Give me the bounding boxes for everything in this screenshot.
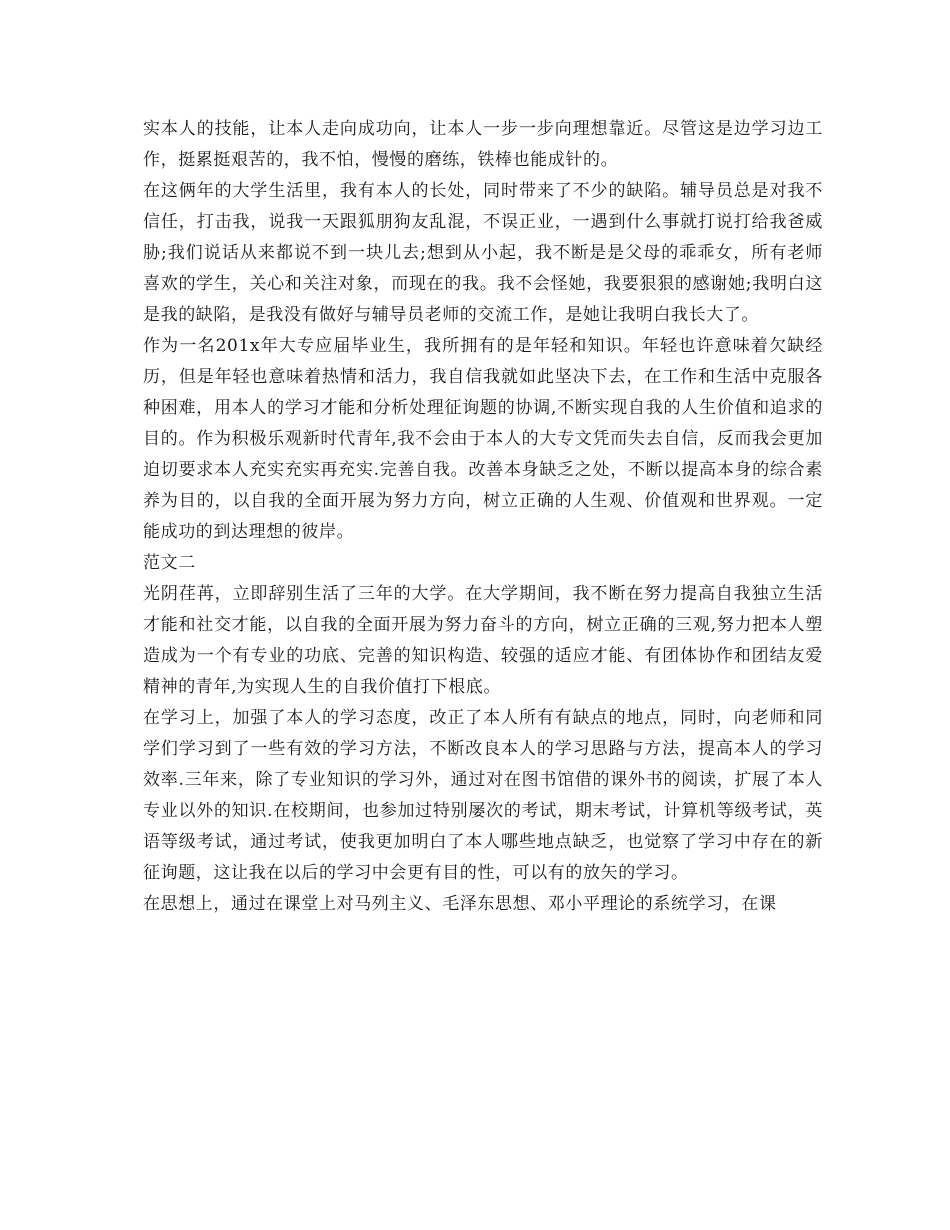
- paragraph-6: 在思想上，通过在课堂上对马列主义、毛泽东思想、邓小平理论的系统学习，在课: [143, 894, 777, 914]
- paragraph-5: 在学习上，加强了本人的学习态度，改正了本人所有有缺点的地点，同时，向老师和同学们学习到了一些有效的学习方法，不断改良本人的学习思路与方法，提高本人的学习效率.三年来，除了专业知识的学习外，通过对在图书馆借的课外书的阅读，扩展了本人专业以外的知识.在校期间，也参加过特别屡次的考试，期末考试，计算机等级考试，英语等级考试，通过考试，使我更加明白了本人哪些地点缺乏，也觉察了学习中存在的新征询题，这让我在以后的学习中会更有目的性，可以有的放矢的学习。: [143, 708, 823, 883]
- paragraph-1: 实本人的技能，让本人走向成功向，让本人一步一步向理想靠近。尽管这是边学习边工作，挺累挺艰苦的，我不怕，慢慢的磨练，铁棒也能成针的。: [143, 119, 823, 170]
- paragraph-3: 作为一名201x年大专应届毕业生，我所拥有的是年轻和知识。年轻也许意味着欠缺经历，但是年轻也意味着热情和活力，我自信我就如此坚决下去，在工作和生活中克服各种困难，用本人的学习才能和分析处理征询题的协调,不断实现自我的人生价值和追求的目的。作为积极乐观新时代青年,我不会由于本人的大专文凭而失去自信，反而我会更加迫切要求本人充实充实再充实.完善自我。改善本身缺乏之处，不断以提高本身的综合素养为目的，以自我的全面开展为努力方向，树立正确的人生观、价值观和世界观。一定能成功的到达理想的彼岸。: [143, 336, 823, 542]
- paragraph-4: 光阴荏苒，立即辞别生活了三年的大学。在大学期间，我不断在努力提高自我独立生活才能和社交才能，以自我的全面开展为努力奋斗的方向，树立正确的三观,努力把本人塑造成为一个有专业的功底、完善的知识构造、较强的适应才能、有团体协作和团结友爱精神的青年,为实现人生的自我价值打下根底。: [143, 584, 823, 697]
- paragraph-2: 在这俩年的大学生活里，我有本人的长处，同时带来了不少的缺陷。辅导员总是对我不信任，打击我，说我一天跟狐朋狗友乱混，不误正业，一遇到什么事就打说打给我爸威胁;我们说话从来都说不到一块儿去;想到从小起，我不断是是父母的乖乖女，所有老师喜欢的学生，关心和关注对象，而现在的我。我不会怪她，我要狠狠的感谢她;我明白这是我的缺陷，是我没有做好与辅导员老师的交流工作，是她让我明白我长大了。: [143, 181, 823, 325]
- document-body: [143, 114, 823, 920]
- section-heading: 范文二: [143, 553, 196, 573]
